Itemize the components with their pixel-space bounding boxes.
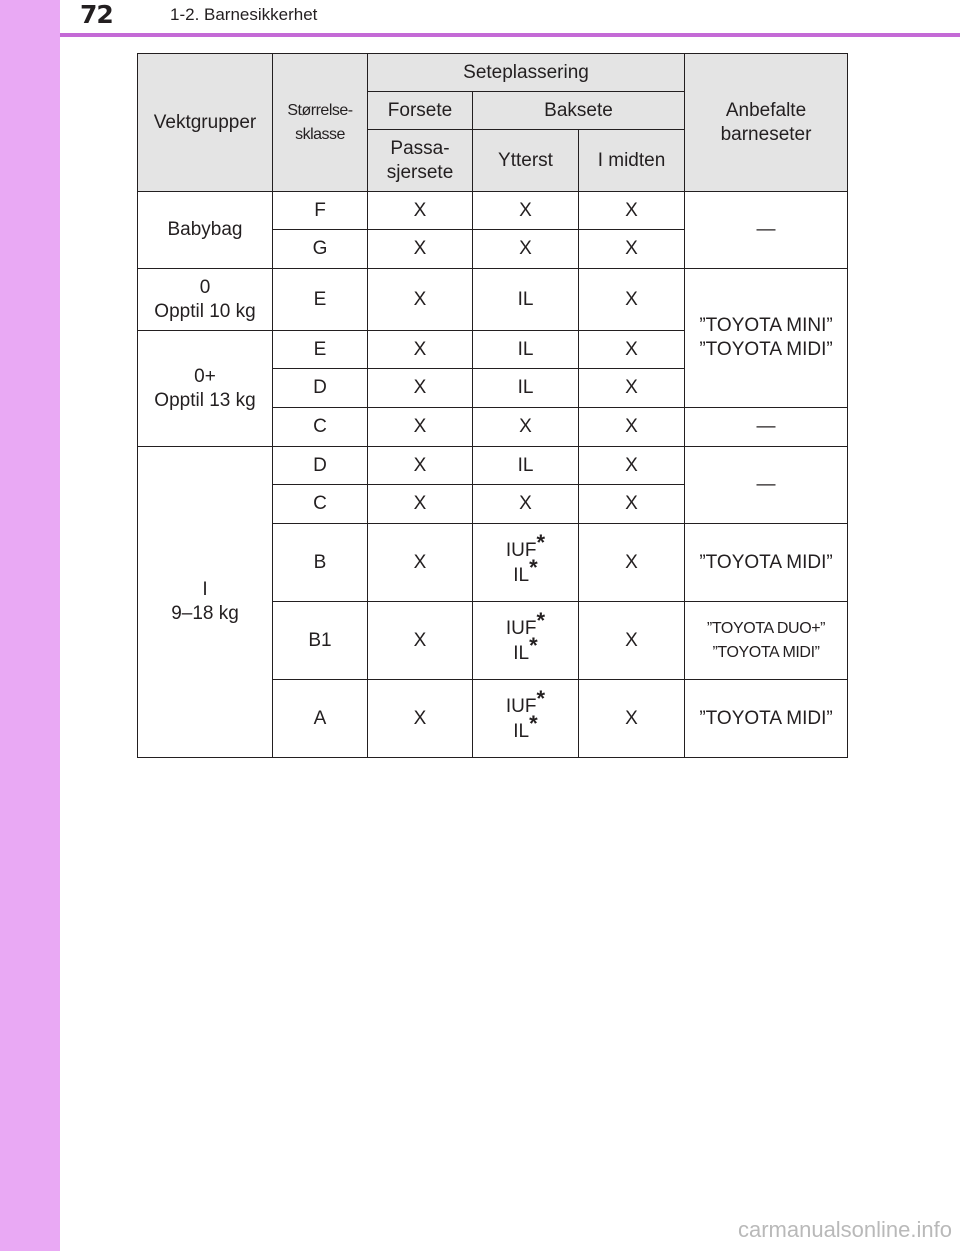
recommended-cell: — — [685, 447, 848, 524]
value-cell: X — [368, 369, 473, 408]
value-cell: X — [579, 408, 685, 447]
header-seat-position: Seteplassering — [368, 54, 685, 92]
value-cell: X — [368, 602, 473, 680]
child-seat-table — [137, 53, 848, 758]
recommended-cell: ”TOYOTA MINI” ”TOYOTA MIDI” — [685, 269, 848, 408]
value-cell: X — [473, 485, 579, 524]
size-cell: B — [273, 524, 368, 602]
value-cell: X — [368, 269, 473, 331]
value-cell: X — [368, 447, 473, 485]
size-cell: D — [273, 447, 368, 485]
header-passenger-seat: Passa- sjersete — [368, 130, 473, 192]
size-cell: E — [273, 331, 368, 369]
value-cell: IUF* IL* — [473, 602, 579, 680]
value-cell: X — [368, 485, 473, 524]
header-recommended-seats: Anbefalte barneseter — [685, 54, 848, 192]
header-rule — [60, 33, 960, 37]
value-cell: IL — [473, 447, 579, 485]
value-cell: X — [579, 369, 685, 408]
value-cell: X — [579, 192, 685, 230]
value-cell: X — [473, 408, 579, 447]
value-cell: X — [579, 331, 685, 369]
value-cell: IUF* IL* — [473, 680, 579, 758]
value-cell: X — [579, 602, 685, 680]
recommended-cell: — — [685, 408, 848, 447]
table-row — [138, 192, 848, 230]
group-cell-babybag: Babybag — [138, 192, 273, 269]
header-size-class: Størrelse- sklasse — [273, 54, 368, 192]
recommended-cell: — — [685, 192, 848, 269]
page-sidebar — [0, 0, 60, 1251]
table-row — [138, 269, 848, 331]
value-cell: X — [579, 485, 685, 524]
size-cell: A — [273, 680, 368, 758]
value-cell: X — [473, 230, 579, 269]
value-cell: X — [579, 524, 685, 602]
group-cell-0plus: 0+ Opptil 13 kg — [138, 331, 273, 447]
header-outer: Ytterst — [473, 130, 579, 192]
value-cell: IL — [473, 331, 579, 369]
recommended-cell: ”TOYOTA MIDI” — [685, 524, 848, 602]
header-middle: I midten — [579, 130, 685, 192]
value-cell: X — [579, 447, 685, 485]
size-cell: C — [273, 485, 368, 524]
table-row — [138, 447, 848, 485]
size-cell: E — [273, 269, 368, 331]
value-cell: X — [579, 680, 685, 758]
value-cell: X — [579, 269, 685, 331]
group-cell-0: 0 Opptil 10 kg — [138, 269, 273, 331]
recommended-cell: ”TOYOTA MIDI” — [685, 680, 848, 758]
header-rear-seat: Baksete — [473, 92, 685, 130]
value-cell: X — [473, 192, 579, 230]
value-cell: X — [579, 230, 685, 269]
header-weight-group: Vektgrupper — [138, 54, 273, 192]
page-number: 72 — [80, 0, 113, 29]
size-cell: C — [273, 408, 368, 447]
recommended-cell: ”TOYOTA DUO+” ”TOYOTA MIDI” — [685, 602, 848, 680]
size-cell: B1 — [273, 602, 368, 680]
watermark: carmanualsonline.info — [737, 1217, 952, 1242]
size-cell: D — [273, 369, 368, 408]
size-cell: F — [273, 192, 368, 230]
value-cell: X — [368, 331, 473, 369]
value-cell: X — [368, 192, 473, 230]
header-front-seat: Forsete — [368, 92, 473, 130]
value-cell: IUF* IL* — [473, 524, 579, 602]
value-cell: X — [368, 230, 473, 269]
value-cell: IL — [473, 269, 579, 331]
value-cell: X — [368, 408, 473, 447]
value-cell: IL — [473, 369, 579, 408]
size-cell: G — [273, 230, 368, 269]
value-cell: X — [368, 680, 473, 758]
value-cell: X — [368, 524, 473, 602]
section-title: 1-2. Barnesikkerhet — [170, 5, 318, 24]
group-cell-1: I 9–18 kg — [138, 447, 273, 758]
